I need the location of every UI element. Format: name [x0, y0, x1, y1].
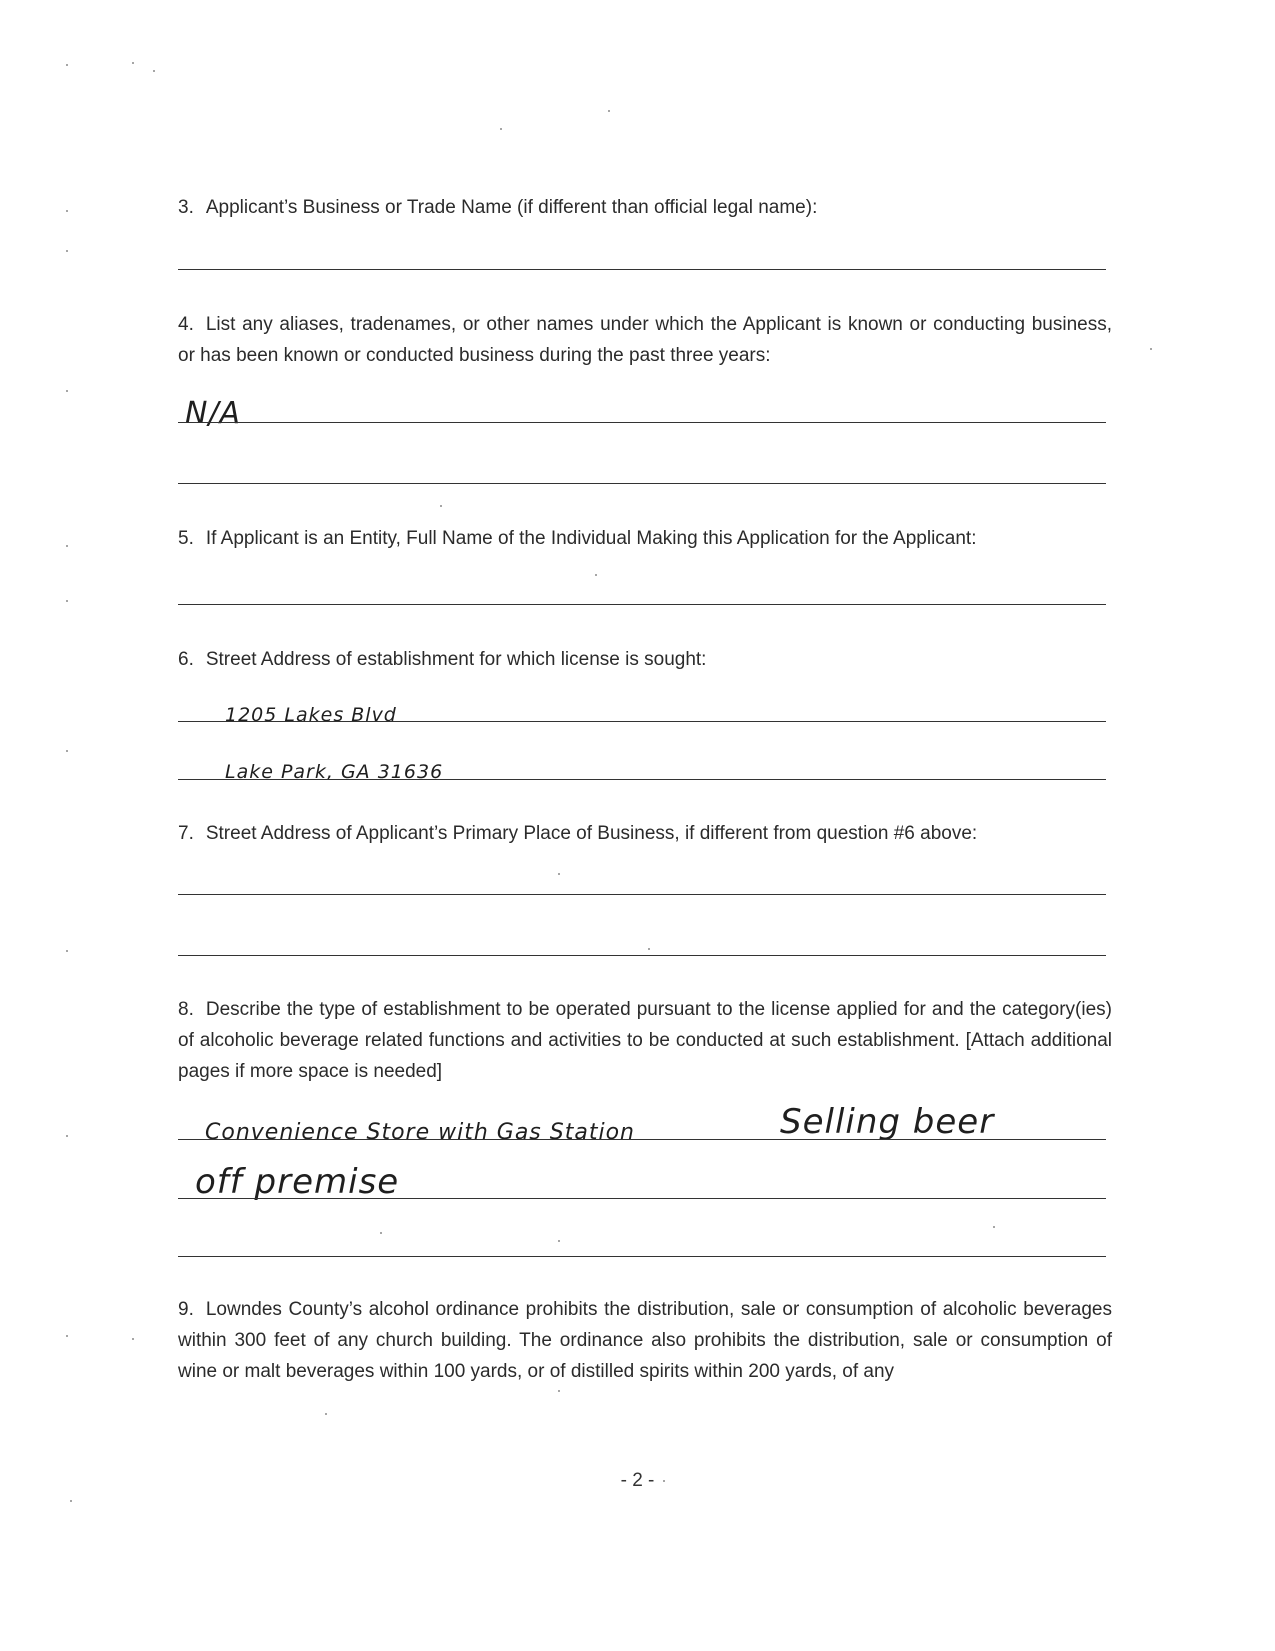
answer-line: [178, 269, 1106, 270]
answer-line: [178, 483, 1106, 484]
scan-speck: [558, 873, 560, 875]
answer-line: [178, 779, 1106, 780]
answer-line: [178, 721, 1106, 722]
question-text: Applicant’s Business or Trade Name (if different than official legal name):: [205, 197, 818, 218]
scan-speck: [558, 1240, 560, 1242]
question-number: 8.: [178, 999, 194, 1020]
handwritten-answer: Convenience Store with Gas Station: [205, 1120, 635, 1145]
question-number: 7.: [178, 823, 194, 844]
question-number: 3.: [178, 197, 194, 218]
answer-line: [178, 894, 1106, 895]
question-7: [178, 818, 1112, 849]
answer-line: [178, 422, 1106, 423]
scan-speck: [153, 70, 155, 72]
question-5: [178, 523, 1112, 554]
handwritten-answer: Selling beer: [780, 1102, 995, 1142]
question-text: Lowndes County’s alcohol ordinance prohibits the distribution, sale or consumption of alcoholic beverages within 300 feet of any church building. The ordinance also prohibits the distribution, sale or consumption of wine or malt beverages within 100 yards, or of distilled spirits within 200 yards, of any: [178, 1299, 1112, 1382]
question-number: 5.: [178, 528, 194, 549]
question-9: [178, 1294, 1112, 1387]
scan-speck: [66, 600, 68, 602]
answer-line: [178, 604, 1106, 605]
question-text: List any aliases, tradenames, or other names under which the Applicant is known or conducting business, or has been known or conducted business during the past three years:: [178, 314, 1112, 366]
question-number: 6.: [178, 649, 194, 670]
scan-speck: [325, 1413, 327, 1415]
question-4: [178, 309, 1112, 371]
answer-line: [178, 1139, 1106, 1140]
scan-speck: [132, 62, 134, 64]
handwritten-answer: off premise: [195, 1162, 400, 1202]
scan-speck: [440, 505, 442, 507]
scan-speck: [993, 1226, 995, 1228]
question-number: 4.: [178, 314, 194, 335]
scan-speck: [70, 1500, 72, 1502]
scan-speck: [500, 128, 502, 130]
question-text: Describe the type of establishment to be operated pursuant to the license applied for and the category(ies) of alcoholic beverage related functions and activities to be conducted at such establishment. [Attach additional pages if more space is needed]: [178, 999, 1112, 1082]
scan-speck: [648, 948, 650, 950]
scan-speck: [66, 390, 68, 392]
question-6: [178, 644, 1112, 675]
scan-speck: [66, 210, 68, 212]
scan-speck: [1150, 348, 1152, 350]
handwritten-answer: N/A: [185, 396, 242, 431]
scan-speck: [380, 1232, 382, 1234]
answer-line: [178, 1198, 1106, 1199]
scan-speck: [66, 950, 68, 952]
scan-speck: [66, 250, 68, 252]
question-3: [178, 192, 1112, 223]
page-number: - 2 -: [620, 1470, 655, 1491]
question-text: If Applicant is an Entity, Full Name of the Individual Making this Application for the Applicant:: [205, 528, 977, 549]
scan-speck: [66, 545, 68, 547]
scan-speck: [595, 574, 597, 576]
scan-speck: [66, 1335, 68, 1337]
scan-speck: [66, 750, 68, 752]
question-text: Street Address of establishment for which license is sought:: [205, 649, 707, 670]
question-number: 9.: [178, 1299, 194, 1320]
handwritten-answer: Lake Park, GA 31636: [225, 761, 444, 783]
handwritten-answer: 1205 Lakes Blvd: [225, 704, 397, 726]
question-8: [178, 994, 1112, 1087]
scan-speck: [558, 1390, 560, 1392]
answer-line: [178, 955, 1106, 956]
scan-speck: [608, 110, 610, 112]
scan-speck: [132, 1338, 134, 1340]
scan-speck: [66, 64, 68, 66]
answer-line: [178, 1256, 1106, 1257]
question-text: Street Address of Applicant’s Primary Place of Business, if different from question #6 above:: [205, 823, 978, 844]
scan-speck: [66, 1135, 68, 1137]
